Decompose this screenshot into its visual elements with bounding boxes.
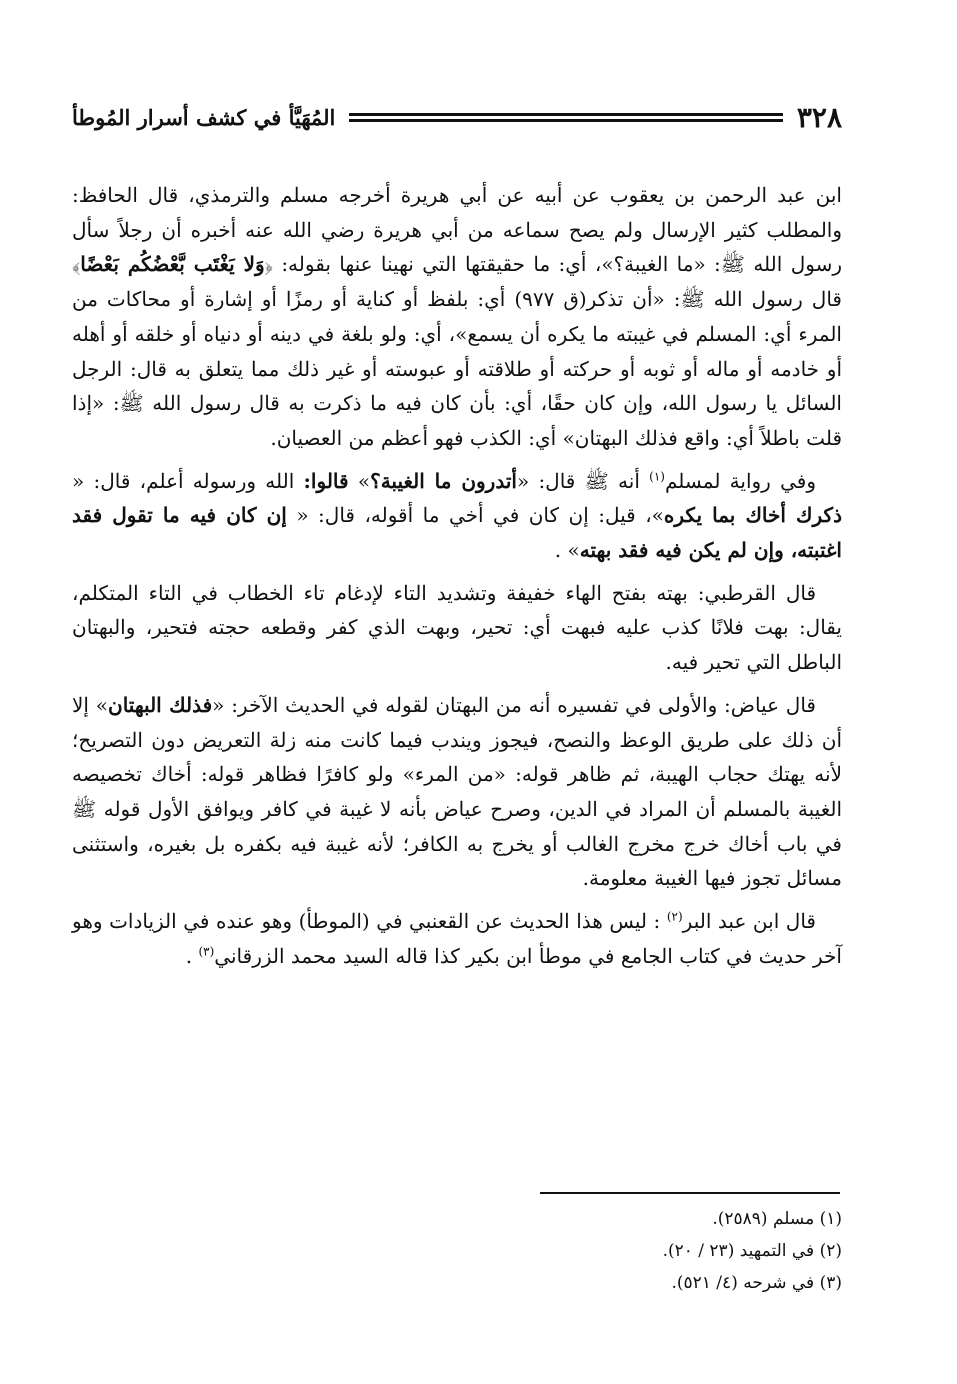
page-number: ٣٢٨ [796,100,842,134]
paragraph-4 [72,688,842,896]
paragraph-1 [72,178,842,456]
paragraph-5 [72,904,842,973]
footnote-divider [540,1192,840,1194]
text-segment: قال عياض: والأولى في تفسيره أنه من البهتان لقوله في الحديث الآخر: « [212,692,816,717]
paragraph-3: قال القرطبي: بهته بفتح الهاء خفيفة وتشديد التاء لإدغام تاء الخطاب في التاء المتكلم، يقال: بهت فلانًا كذب عليه فبهت أي: تحير، وبهت الذي كفر وقطعه حجته فتحير، والبهتان الباطل التي تحير فيه. [72,580,842,675]
text-segment: » [348,468,371,493]
hadith-bold: فذلك البهتان [108,692,213,717]
quran-verse: وَلا يَغْتَب بَّعْضُكُم بَعْضًا [80,252,265,277]
paragraph-2 [72,464,842,568]
text-segment: . [185,943,199,968]
text-segment: أنه ﷺ قال: « [516,468,650,493]
page-header [72,92,842,142]
footnote-ref-2[interactable]: (٢) [666,909,683,924]
footnote-ref-1[interactable]: (١) [649,468,665,483]
text-segment: الله ورسوله أعلم، قال: « [72,468,304,493]
footnote-ref-3[interactable]: (٣) [198,944,215,959]
hadith-bold: قالوا: [303,468,349,493]
text-segment: »، قيل: إن كان في أخي ما أقوله، قال: « [286,503,664,528]
footnotes [72,1203,842,1299]
text-segment: » إلا أن ذلك على طريق الوعظ والنصح، فيجوز ويندب فيما كانت منه زلة التعريض دون التصريح؛ لأنه يهتك حجاب الهيبة، ثم ظاهر قوله: «من المرء» ولو كافرًا فظاهر قوله: أخاك تخصيصه الغيبة بالمسلم أن المراد في الدين، وصرح عياض بأنه لا غيبة في كافر ويوافق الأول قوله ﷺ في باب أخاك خرج مخرج الغالب أو يخرج به الكافر؛ لأنه غيبة فيه بكفره بل بغيره، واستثنى مسائل تجوز فيها الغيبة معلومة. [72,692,842,891]
header-double-rule [349,113,783,122]
footnote-2: (٢) في التمهيد (٢٣ / ٢٠). [662,1241,842,1261]
text-segment: ابن عبد الرحمن بن يعقوب عن أبيه عن أبي هريرة أخرجه مسلم والترمذي، قال الحافظ: والمطلب كثير الإرسال ولم يصح سماعه من أبي هريرة رضي الله عنه أخبره أن رجلاً سأل رسول الله ﷺ: «ما الغيبة؟»، أي: ما حقيقتها التي نهينا عنها بقوله: ﴿ [72,183,842,277]
text-segment: » . [554,538,580,563]
running-title: المُهَيَّأ في كشف أسرار المُوطأ [72,104,336,130]
text-segment: قال ابن عبد البر [682,909,816,934]
text-segment: ﴾ قال رسول الله ﷺ: «أن تذكر(ق ٩٧٧) أي: بلفظ أو كناية أو رمزًا أو إشارة أو محاكات من المرء أي: المسلم في غيبته ما يكره أن يسمع»، أي: ولو بلغة في دينه أو دنياه أو خلقه أو أهله أو خادمه أو ماله أو ثوبه أو حركته أو طلاقته أو عبوسته أو غير ذلك مما يتعلق به قال: الرجل السائل يا رسول الله، وإن كان حقًا، أي: بأن كان فيه ما ذكرت به قال رسول الله ﷺ: «إذا قلت باطلاً أي: واقع فذلك البهتان» أي: الكذب فهو أعظم من العصيان. [72,252,842,450]
text-segment: : ليس هذا الحديث عن القعنبي في (الموطأ) وهو عنده في الزيادات وهو آخر حديث في كتاب الجامع في موطأ ابن بكير كذا قاله السيد محمد الزرقاني [72,909,842,968]
footnote-3: (٣) في شرحه (٤/ ٥٢١). [671,1273,842,1293]
hadith-bold: إن كان فيه ما تقول فقد اغتبته، وإن لم يكن فيه فقد بهته [72,503,842,563]
hadith-bold: ذكرك أخاك بما يكره [663,503,842,528]
footnote-1: (١) مسلم (٢٥٨٩). [712,1209,842,1229]
hadith-bold: أتدرون ما الغيبة؟ [370,468,517,493]
text-segment: وفي رواية لمسلم [664,468,816,493]
main-text [72,178,842,973]
